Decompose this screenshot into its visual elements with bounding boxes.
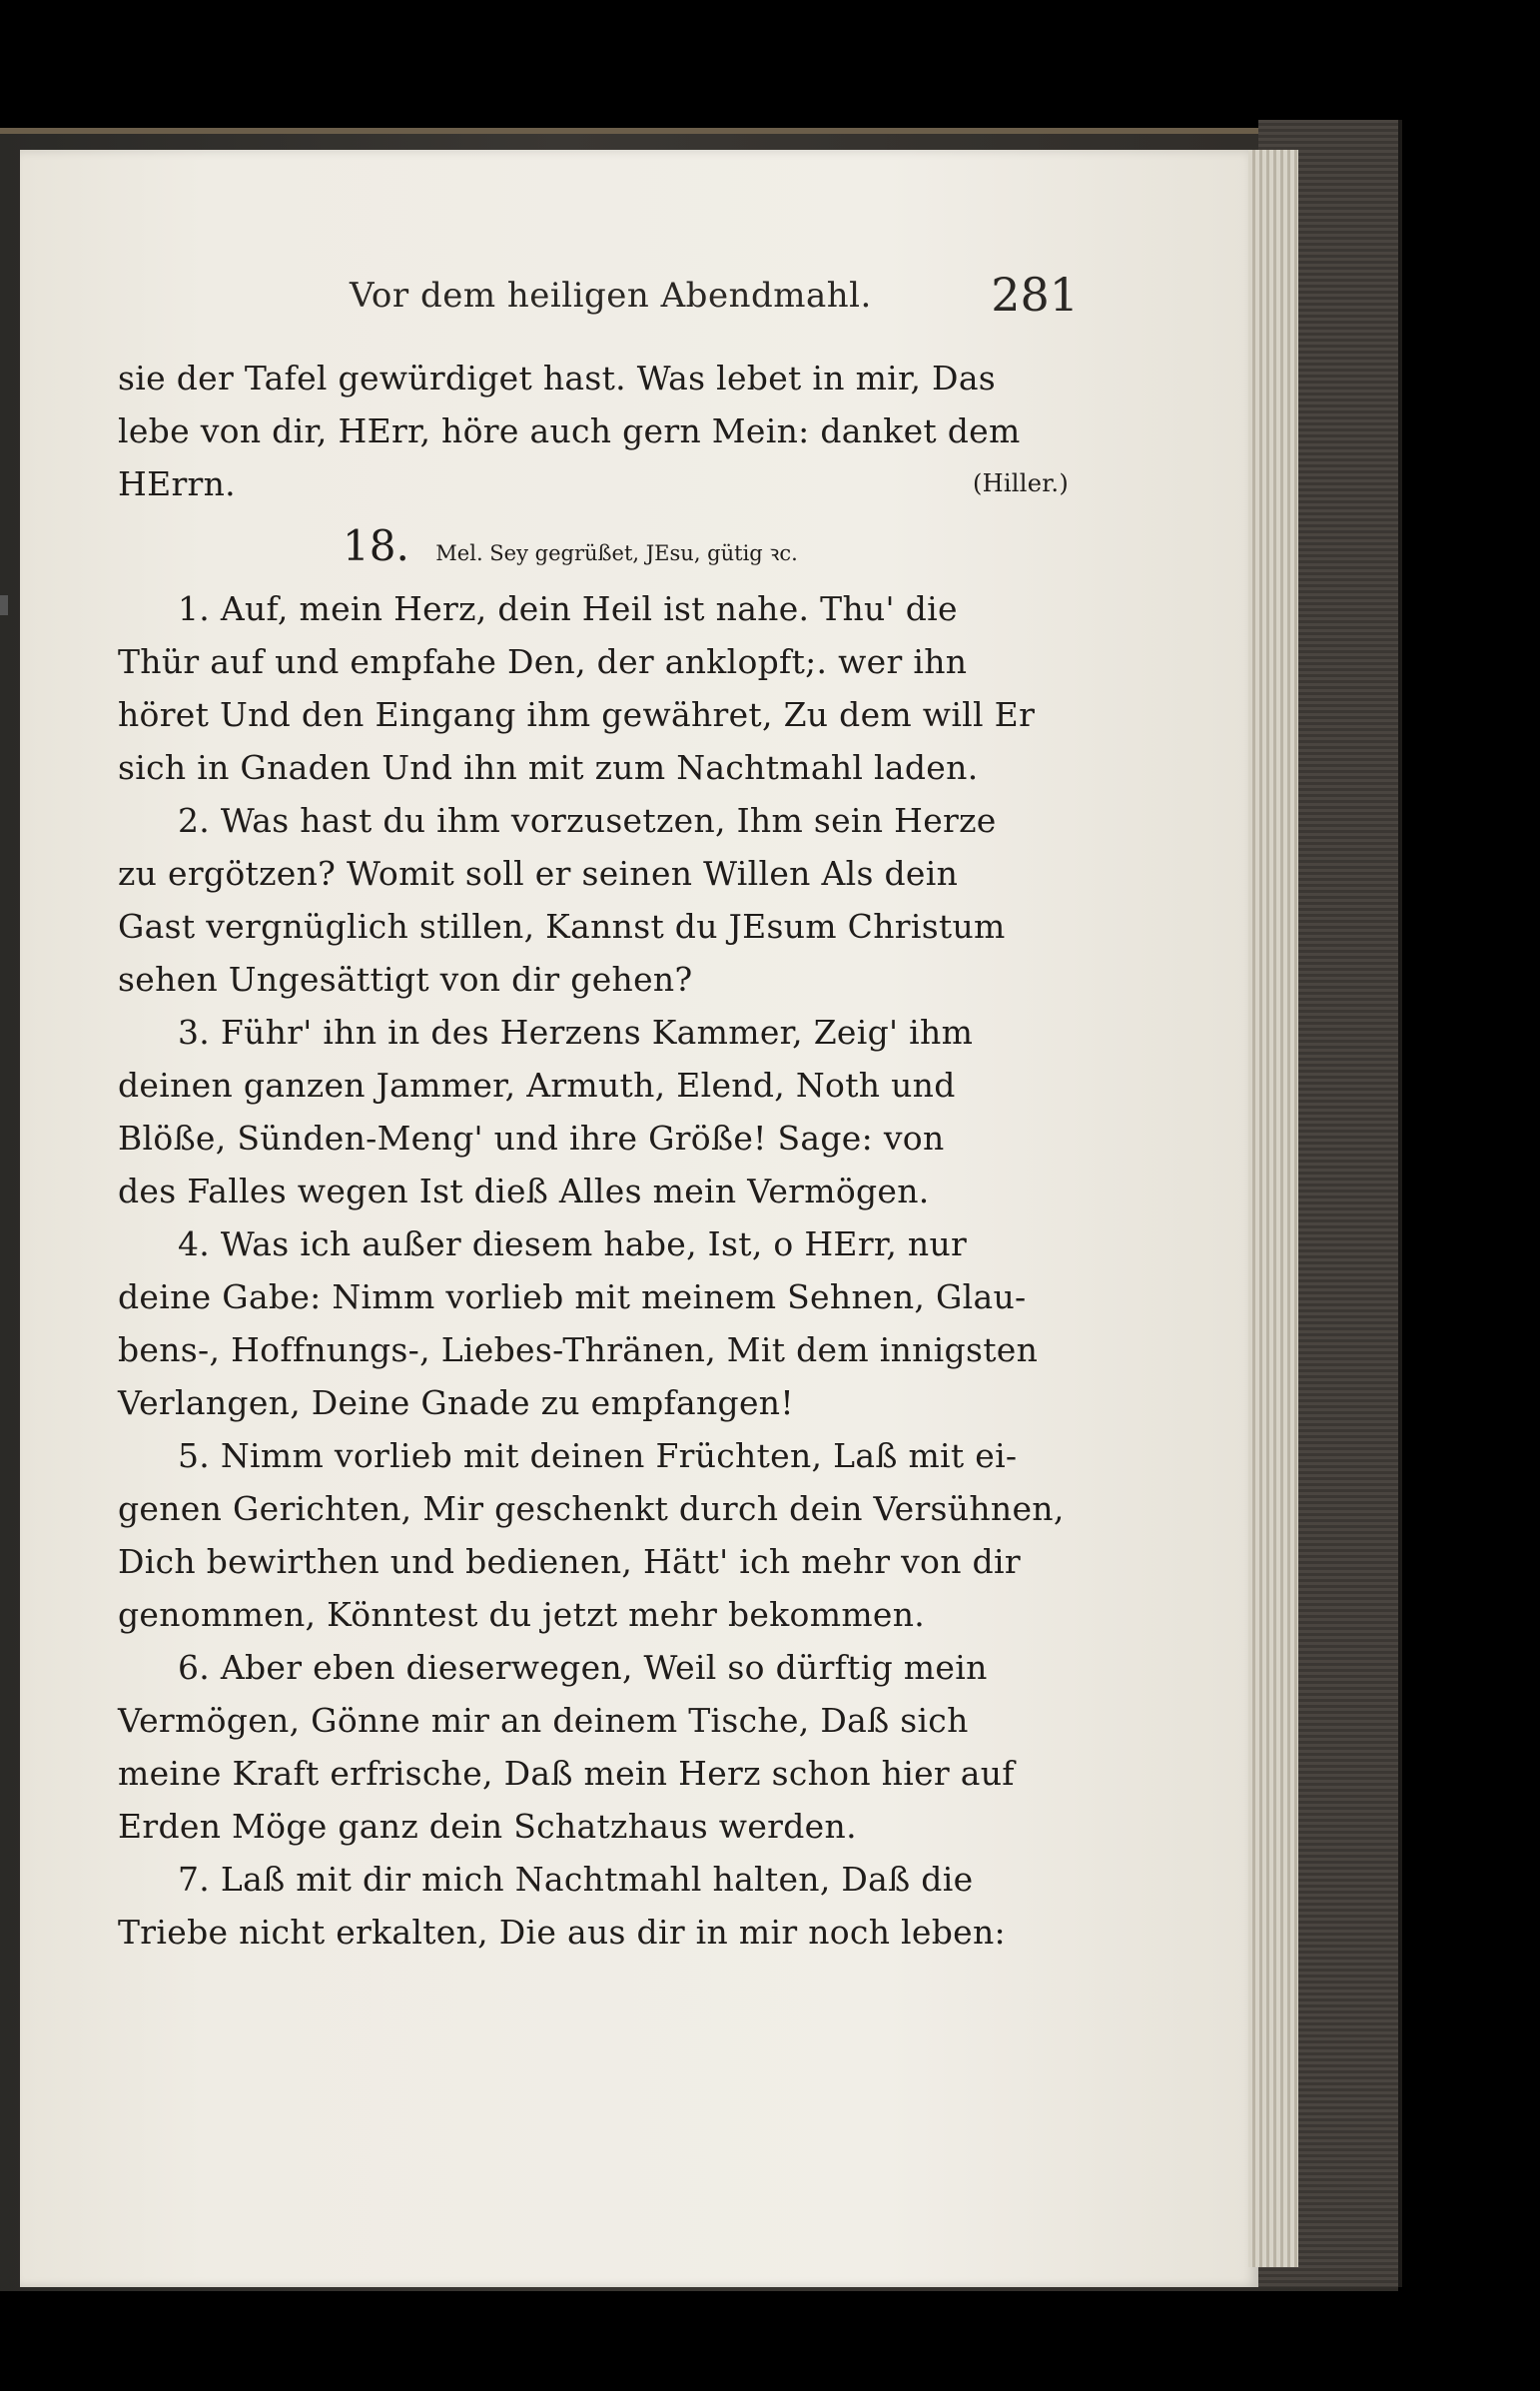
verse-line: Triebe nicht erkalten, Die aus dir in mir noch leben:: [118, 1913, 1006, 1952]
text-line-with-attribution: [118, 457, 1079, 510]
verse-line: Dich bewirthen und bedienen, Hätt' ich mehr von dir: [118, 1542, 1021, 1581]
verse-6: [118, 1641, 1079, 1853]
running-title: Vor dem heiligen Abendmahl.: [350, 276, 872, 316]
verse-line: Verlangen, Deine Gnade zu empfangen!: [118, 1383, 794, 1422]
verse-line: 4. Was ich außer diesem habe, Ist, o HErr, nur: [178, 1224, 968, 1263]
verse-line: deine Gabe: Nimm vorlieb mit meinem Sehnen, Glau-: [118, 1277, 1027, 1316]
verse-line: genommen, Könntest du jetzt mehr bekommen.: [118, 1595, 926, 1634]
author-attribution: (Hiller.): [972, 469, 1069, 497]
verse-line: höret Und den Eingang ihm gewähret, Zu dem will Er: [118, 695, 1036, 734]
verse-line: meine Kraft erfrische, Daß mein Herz schon hier auf: [118, 1754, 1015, 1793]
verse-line: 1. Auf, mein Herz, dein Heil ist nahe. Thu' die: [178, 589, 958, 628]
text-line: HErrn.: [118, 464, 236, 503]
verse-line: 2. Was hast du ihm vorzusetzen, Ihm sein Herze: [178, 801, 997, 840]
verse-line: 5. Nimm vorlieb mit deinen Früchten, Laß mit ei-: [178, 1436, 1018, 1475]
page-edges: [1248, 150, 1298, 2267]
verse-line: zu ergötzen? Womit soll er seinen Willen Als dein: [118, 854, 959, 893]
verse-line: bens-, Hoffnungs-, Liebes-Thränen, Mit dem innigsten: [118, 1330, 1039, 1369]
verse-3: [118, 1006, 1079, 1217]
text-line: sie der Tafel gewürdiget hast. Was lebet in mir, Das: [118, 359, 997, 398]
verse-line: sich in Gnaden Und ihn mit zum Nachtmahl laden.: [118, 748, 979, 787]
verse-line: 3. Führ' ihn in des Herzens Kammer, Zeig' ihm: [178, 1013, 974, 1052]
verse-5: [118, 1429, 1079, 1641]
verse-7: [118, 1853, 1079, 1959]
hymn-number: 18.: [343, 521, 409, 570]
verse-line: des Falles wegen Ist dieß Alles mein Vermögen.: [118, 1172, 930, 1210]
hymn-heading: [118, 510, 1079, 582]
verse-line: Blöße, Sünden-Meng' und ihre Größe! Sage: von: [118, 1119, 945, 1158]
verse-line: 7. Laß mit dir mich Nachtmahl halten, Daß die: [178, 1860, 974, 1899]
verse-line: Vermögen, Gönne mir an deinem Tische, Daß sich: [118, 1701, 969, 1740]
verse-4: [118, 1217, 1079, 1429]
verse-2: [118, 794, 1079, 1006]
melody-note: Mel. Sey gegrüßet, JEsu, gütig ꝛc.: [435, 541, 798, 565]
verse-line: deinen ganzen Jammer, Armuth, Elend, Noth und: [118, 1066, 956, 1105]
margin-mark: [0, 595, 8, 615]
page-number: 281: [991, 268, 1079, 322]
verse-line: 6. Aber eben dieserwegen, Weil so dürftig mein: [178, 1648, 988, 1687]
verse-line: Thür auf und empfahe Den, der anklopft;. wer ihn: [118, 642, 968, 681]
text-line: lebe von dir, HErr, höre auch gern Mein: danket dem: [118, 411, 1021, 450]
verse-line: Gast vergnüglich stillen, Kannst du JEsum Christum: [118, 907, 1006, 946]
verse-line: sehen Ungesättigt von dir gehen?: [118, 960, 693, 999]
verse-line: genen Gerichten, Mir geschenkt durch dein Versühnen,: [118, 1489, 1065, 1528]
verse-1: [118, 582, 1079, 794]
text-block: [118, 352, 1079, 1959]
verse-line: Erden Möge ganz dein Schatzhaus werden.: [118, 1807, 857, 1846]
page-header: [350, 268, 1089, 328]
